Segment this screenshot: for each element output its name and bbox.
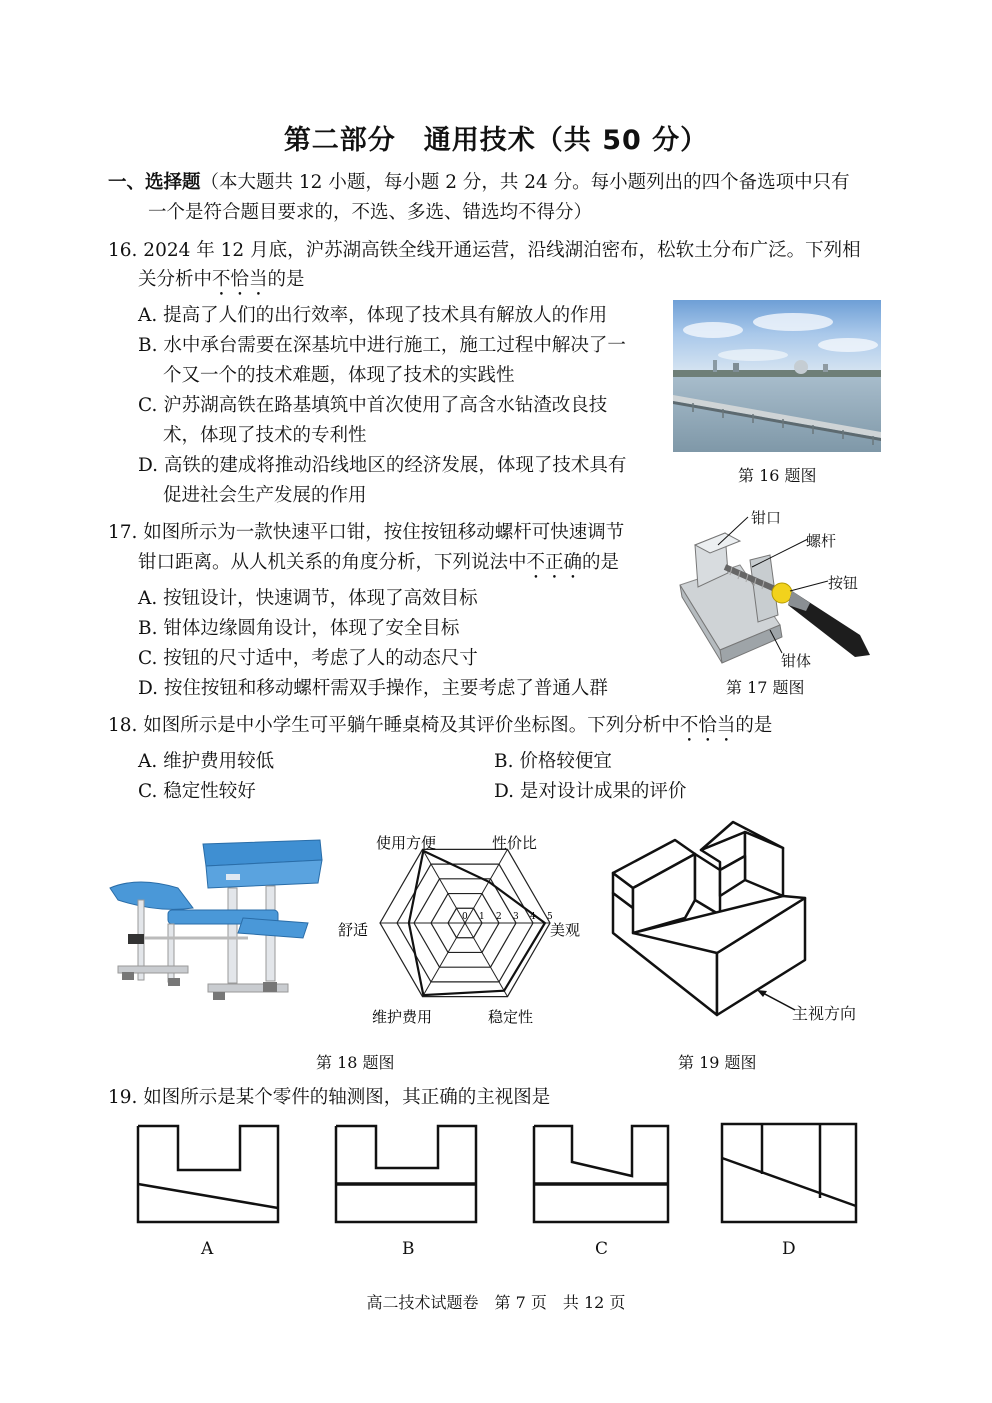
q16-option-b1: B. 水中承台需要在深基坑中进行施工，施工过程中解决了一 [138,335,626,356]
q17-stem-2a: 钳口距离。从人机关系的角度分析，下列说法中 [138,552,527,573]
radar-label-value: 性价比 [492,834,538,852]
q18-option-d: D. 是对设计成果的评价 [494,781,687,802]
radar-scale-label: 3 [513,912,519,922]
q18-stem-c: 的是 [735,715,773,736]
q16-option-c1: C. 沪苏湖高铁在路基填筑中首次使用了高含水钻渣改良技 [138,395,608,416]
option-b-label: B [402,1239,415,1259]
section-desc-2: 一个是符合题目要求的，不选、多选、错选均不得分） [148,202,593,223]
q17-emphasis: 不正确 [526,552,583,573]
q18-option-b: B. 价格较便宜 [494,751,612,772]
option-b-view [336,1126,476,1222]
q17-option-d: D. 按住按钮和移动螺杆需双手操作，主要考虑了普通人群 [138,678,608,699]
radar-axis [423,923,466,997]
q16-stem-2a: 关分析中 [138,269,213,290]
vise-label-screw: 螺杆 [806,532,837,550]
q16-option-b2: 个又一个的技术难题，体现了技术的实践性 [163,365,515,386]
q16-option-d2: 促进社会生产发展的作用 [163,485,367,506]
option-c-label: C [595,1239,609,1259]
option-a-label: A [201,1239,214,1259]
q17-option-c: C. 按钮的尺寸适中，考虑了人的动态尺寸 [138,648,478,669]
q18-emphasis: 不恰当 [679,715,736,736]
vise-label-body: 钳体 [781,652,812,670]
q19-option-views [130,1118,870,1228]
q16-stem-2 [138,268,305,300]
q16-emphasis: 不恰当 [212,269,268,290]
q17-caption: 第 17 题图 [726,678,805,697]
q17-option-a: A. 按钮设计，快速调节，体现了高效目标 [138,588,478,609]
vise-label-button: 按钮 [828,574,859,592]
page-title: 第二部分 通用技术（共 50 分） [283,125,709,156]
option-a-view [138,1126,278,1222]
option-c-view [534,1126,668,1222]
q16-option-d1: D. 高铁的建成将推动沿线地区的经济发展，体现了技术具有 [138,455,627,476]
radar-scale [462,912,553,922]
q18-option-c: C. 稳定性较好 [138,781,256,802]
q18-caption: 第 18 题图 [316,1053,395,1072]
radar-scale-label: 4 [530,912,536,922]
q18-stem-a: 18. 如图所示是中小学生可平躺午睡桌椅及其评价坐标图。下列分析中 [108,715,680,736]
q16-stem-1: 16. 2024 年 12 月底，沪苏湖高铁全线开通运营，沿线湖泊密布，松软土分布广泛。下列相 [108,240,861,261]
q16-option-a: A. 提高了人们的出行效率，体现了技术具有解放人的作用 [138,305,608,326]
radar-label-stability: 稳定性 [488,1008,534,1026]
page-footer: 高二技术试题卷 第 7 页 共 12 页 [366,1293,626,1312]
section-heading: 一、选择题 [108,172,201,193]
radar-scale-label: 0 [462,912,468,922]
radar-axis [465,923,508,997]
lake-bridge-photo [673,300,881,452]
radar-scale-label: 5 [547,912,553,922]
q17-option-b: B. 钳体边缘圆角设计，体现了安全目标 [138,618,460,639]
q18-stem [108,714,772,746]
evaluation-radar-chart [330,828,600,1028]
radar-label-comfort: 舒适 [338,921,369,939]
q17-stem-1: 17. 如图所示为一款快速平口钳，按住按钮移动螺杆可快速调节 [108,522,625,543]
desk-chair-illustration [108,838,328,1008]
section-desc-1: （本大题共 12 小题，每小题 2 分，共 24 分。每小题列出的四个备选项中只有 [200,172,850,193]
q19-caption: 第 19 题图 [678,1053,757,1072]
vise-label-jaw: 钳口 [751,509,782,527]
q16-option-c2: 术，体现了技术的专利性 [163,425,367,446]
q17-stem-2c: 的是 [582,552,620,573]
q19-stem: 19. 如图所示是某个零件的轴测图，其正确的主视图是 [108,1087,551,1108]
q17-stem-2 [138,551,619,583]
view-direction-label: 主视方向 [792,1004,857,1023]
q16-stem-2c: 的是 [267,269,305,290]
section-heading-line [108,171,850,195]
q18-option-a: A. 维护费用较低 [138,751,275,772]
option-d-label: D [782,1239,796,1259]
radar-label-appearance: 美观 [550,921,581,939]
part-isometric-view [605,820,865,1025]
radar-scale-label: 2 [496,912,502,922]
option-d-view [722,1124,856,1222]
radar-scale-label: 1 [479,912,485,922]
q16-caption: 第 16 题图 [738,466,817,485]
radar-label-ease: 使用方便 [376,834,437,852]
radar-label-maintenance: 维护费用 [372,1008,433,1026]
